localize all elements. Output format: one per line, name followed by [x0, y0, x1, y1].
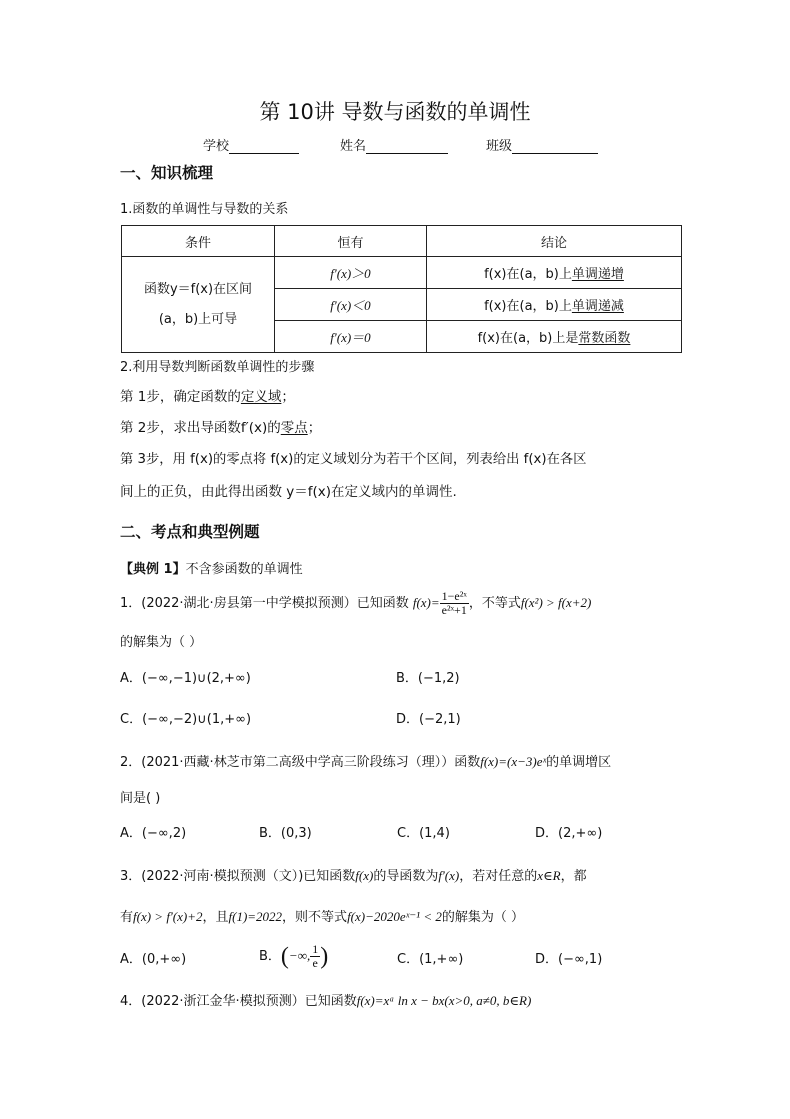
- name-label: 姓名: [340, 139, 367, 154]
- fraction: [310, 943, 320, 970]
- step-text: 第 2步，求出导函数f′(x)的: [120, 420, 281, 436]
- question-text: 的导函数为: [373, 869, 439, 884]
- math-expr: −∞,: [288, 948, 311, 963]
- math-expr: f(x) > f′(x)+2: [133, 909, 203, 924]
- table-header: 结论: [427, 226, 682, 257]
- option-b: B．(−1,2): [396, 671, 460, 686]
- fraction-numerator: 1: [312, 942, 319, 956]
- example-1-header: [120, 558, 303, 577]
- conclusion-text: f(x)在(a，b)上: [484, 299, 572, 314]
- question-text: ，都: [560, 869, 587, 884]
- table-cell: [427, 289, 682, 321]
- question-text: 1．(2022·湖北·房县第一中学模拟预测）已知函数: [120, 596, 409, 611]
- relation-table: [121, 225, 682, 353]
- table-cell: f′(x)＜0: [275, 289, 427, 321]
- question-text: 2．(2021·西藏·林芝市第二高级中学高三阶段练习（理））函数: [120, 755, 481, 770]
- question-2-line2: 间是( ): [120, 791, 161, 806]
- page-title: 第 10讲 导数与函数的单调性: [259, 100, 531, 124]
- section1-heading: 一、知识梳理: [120, 164, 214, 182]
- step-underline: 零点: [280, 420, 308, 436]
- option-c: C．(1,+∞): [397, 952, 464, 967]
- math-expr: f(x)=xᵃ ln x − bx(x>0, a≠0, b∈R): [356, 993, 532, 1008]
- math-expr: f(x): [355, 868, 374, 883]
- step-text: ；: [307, 420, 322, 436]
- condition-line: (a，b)上可导: [158, 311, 238, 327]
- question-3-line2: [120, 906, 524, 925]
- math-expr: f(x²) > f(x+2): [520, 595, 592, 610]
- section1-sub1: 1.函数的单调性与导数的关系: [120, 202, 289, 217]
- table-condition-cell: [122, 257, 275, 353]
- question-text: 的单调增区: [546, 755, 612, 770]
- school-label: 学校: [203, 139, 230, 154]
- conclusion-underline: 单调递减: [571, 299, 624, 314]
- table-header: 条件: [122, 226, 275, 257]
- right-paren: ): [320, 943, 329, 970]
- question-4: [120, 990, 531, 1009]
- question-text: 的解集为（ ）: [441, 910, 524, 925]
- question-text: 3．(2022·河南·模拟预测（文）)已知函数: [120, 869, 356, 884]
- question-text: 4．(2022·浙江金华·模拟预测）已知函数: [120, 994, 357, 1009]
- math-expr: x∈R: [537, 868, 561, 883]
- option-a: A．(−∞,2): [120, 826, 187, 841]
- fraction-denominator: e: [312, 956, 318, 970]
- step-underline: 定义域: [240, 389, 282, 405]
- math-expr: f(x)=: [412, 595, 440, 610]
- question-1-line2: 的解集为（ ）: [120, 635, 203, 650]
- option-c: C．(1,4): [397, 826, 450, 841]
- step-text: 第 1步，确定函数的: [120, 389, 241, 405]
- question-2: [120, 751, 611, 770]
- class-label: 班级: [486, 139, 513, 154]
- step-3-line2: 间上的正负，由此得出函数 y＝f(x)在定义域内的单调性.: [120, 484, 457, 500]
- option-d: D．(−2,1): [396, 712, 461, 727]
- option-b: B．(0,3): [259, 826, 312, 841]
- class-blank: [512, 139, 598, 154]
- table-cell: f′(x)＞0: [275, 257, 427, 289]
- option-a: A．(0,+∞): [120, 952, 187, 967]
- option-c: C．(−∞,−2)∪(1,+∞): [120, 712, 252, 727]
- left-paren: (: [280, 943, 289, 970]
- school-blank: [229, 139, 299, 154]
- fraction-numerator: 1−e²ˣ: [441, 589, 467, 603]
- math-expr: f(x)=(x−3)eˣ: [480, 754, 547, 769]
- example-title: 不含参函数的单调性: [185, 562, 303, 577]
- question-1: [120, 588, 591, 619]
- name-blank: [366, 139, 448, 154]
- step-1: [120, 385, 295, 405]
- condition-line: 函数y＝f(x)在区间: [143, 281, 253, 297]
- fraction: [440, 590, 469, 617]
- question-text: ，若对任意的: [459, 869, 538, 884]
- step-text: ；: [281, 389, 295, 405]
- question-text: 有: [120, 910, 134, 925]
- question-3: [120, 865, 587, 884]
- math-expr: f(1)=2022: [228, 909, 283, 924]
- math-expr: f′(x): [438, 868, 460, 883]
- table-cell: [427, 321, 682, 353]
- conclusion-underline: 常数函数: [578, 331, 631, 346]
- name-field: [340, 135, 448, 154]
- question-text: ，不等式: [468, 596, 521, 611]
- school-field: [203, 135, 299, 154]
- question-text: ，且: [202, 910, 229, 925]
- fraction-denominator: e²ˣ+1: [441, 603, 467, 617]
- conclusion-underline: 单调递增: [571, 267, 624, 282]
- table-cell: f′(x)＝0: [275, 321, 427, 353]
- table-header: 恒有: [275, 226, 427, 257]
- option-a: A．(−∞,−1)∪(2,+∞): [120, 671, 251, 686]
- example-label: 【典例 1】: [120, 562, 186, 577]
- conclusion-text: f(x)在(a，b)上是: [477, 331, 579, 346]
- class-field: [486, 135, 598, 154]
- conclusion-text: f(x)在(a，b)上: [484, 267, 572, 282]
- step-2: [120, 416, 321, 436]
- table-cell: [427, 257, 682, 289]
- step-3-line1: 第 3步，用 f(x)的零点将 f(x)的定义域划分为若干个区间，列表给出 f(x)在各区: [120, 452, 587, 467]
- option-d: D．(−∞,1): [535, 952, 603, 967]
- option-d: D．(2,+∞): [535, 826, 603, 841]
- math-expr: f(x)−2020eˣ⁻¹ < 2: [347, 909, 442, 924]
- section1-sub2: 2.利用导数判断函数单调性的步骤: [120, 360, 315, 375]
- option-label: B．: [259, 949, 281, 964]
- option-b: [259, 937, 328, 976]
- question-text: ，则不等式: [282, 910, 348, 925]
- section2-heading: 二、考点和典型例题: [120, 523, 260, 541]
